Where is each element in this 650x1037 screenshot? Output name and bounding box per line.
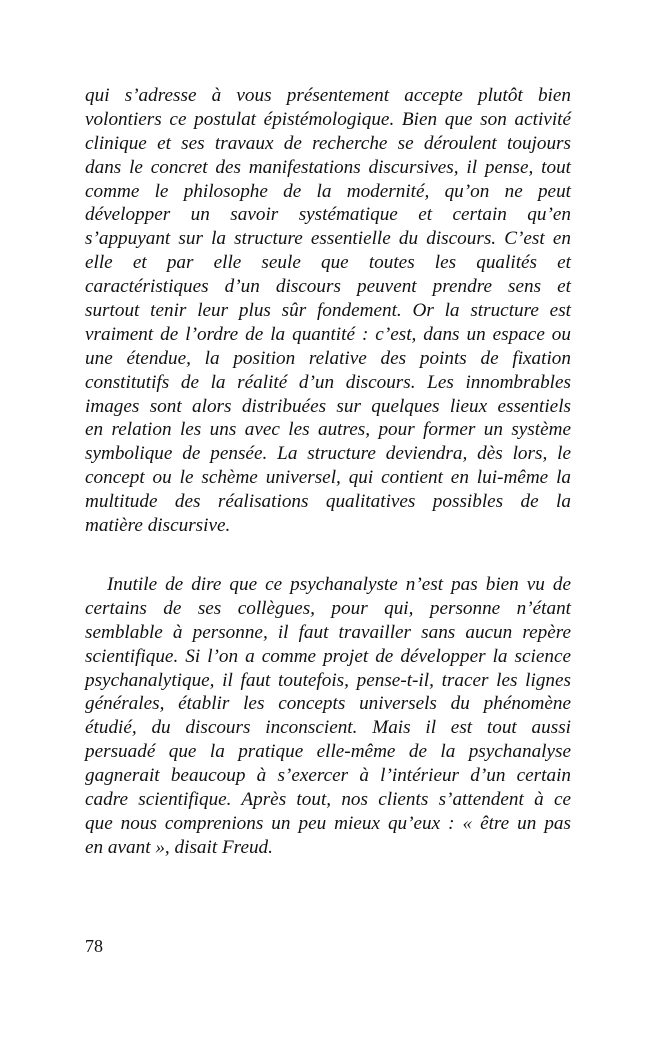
text-line: gagnerait beaucoup à s’exercer à l’intérieur d’un certain [85, 765, 571, 787]
text-line: dans le concret des manifestations discursives, il pense, tout [85, 156, 571, 178]
text-line: étudié, du discours inconscient. Mais il est tout aussi [85, 717, 571, 739]
text-line: caractéristiques d’un discours peuvent prendre sens et [85, 276, 571, 298]
page-body [85, 84, 571, 858]
text-line: Inutile de dire que ce psychanalyste n’est pas bien vu de [107, 574, 571, 595]
text-line: images sont alors distribuées sur quelques lieux essentiels [85, 395, 571, 417]
text-line: cadre scientifique. Après tout, nos clients s’attendent à ce [85, 789, 571, 811]
text-line: psychanalytique, il faut toutefois, pense-t-il, tracer les lignes [85, 669, 571, 691]
text-line: concept ou le schème universel, qui contient en lui-même la [85, 467, 571, 489]
text-line: générales, établir les concepts universels du phénomène [85, 693, 571, 715]
page-number: 78 [85, 936, 103, 956]
text-line: surtout tenir leur plus sûr fondement. Or la structure est [85, 300, 571, 322]
text-line: matière discursive. [85, 515, 231, 537]
text-line: qui s’adresse à vous présentement accepte plutôt bien [85, 85, 571, 106]
text-line: en avant », disait Freud. [85, 836, 273, 858]
text-line: développer un savoir systématique et certain qu’en [85, 204, 571, 226]
text-line: comme le philosophe de la modernité, qu’on ne peut [85, 180, 571, 202]
text-line: persuadé que la pratique elle-même de la psychanalyse [85, 741, 571, 763]
text-line: en relation les uns avec les autres, pour former un système [85, 419, 571, 441]
text-line: symbolique de pensée. La structure deviendra, dès lors, le [85, 443, 571, 465]
text-line: clinique et ses travaux de recherche se déroulent toujours [85, 132, 571, 154]
text-line: semblable à personne, il faut travailler sans aucun repère [85, 621, 571, 643]
paragraph-1 [85, 84, 571, 538]
text-line: certains de ses collègues, pour qui, personne n’étant [85, 597, 571, 619]
text-line: constitutifs de la réalité d’un discours. Les innombrables [85, 371, 571, 393]
text-line: multitude des réalisations qualitatives possibles de la [85, 491, 571, 513]
text-line: scientifique. Si l’on a comme projet de développer la science [85, 645, 571, 667]
text-line: vraiment de l’ordre de la quantité : c’est, dans un espace ou [85, 323, 571, 345]
text-line: elle et par elle seule que toutes les qualités et [85, 252, 571, 274]
paragraph-2 [85, 573, 571, 860]
text-line: volontiers ce postulat épistémologique. Bien que son activité [85, 108, 571, 130]
text-line: une étendue, la position relative des points de fixation [85, 347, 571, 369]
text-line: que nous comprenions un peu mieux qu’eux : « être un pas [85, 812, 571, 834]
text-line: s’appuyant sur la structure essentielle du discours. C’est en [85, 228, 571, 250]
